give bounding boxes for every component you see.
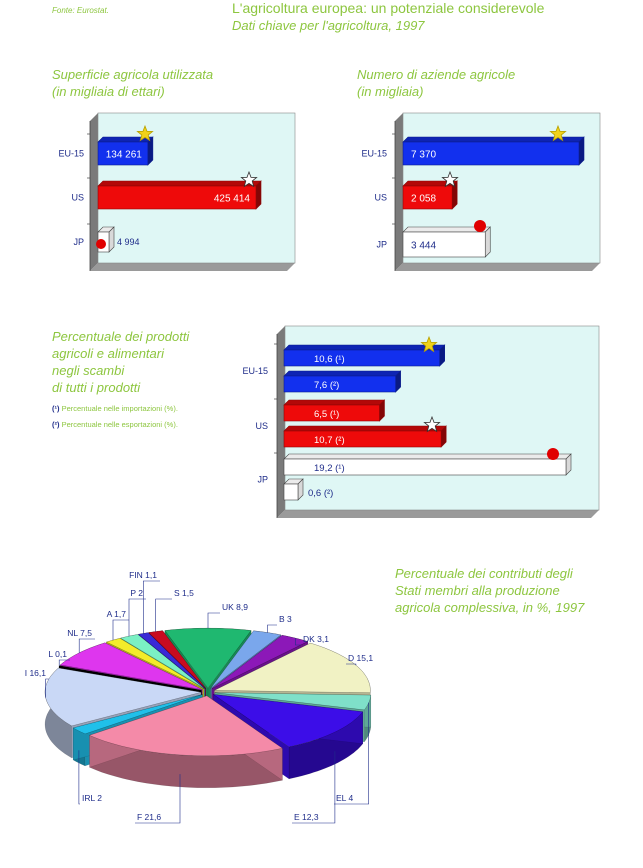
chart3-category-label: US <box>255 421 268 431</box>
chart1-value-label: 4 994 <box>117 237 140 247</box>
pie-label-uk: UK 8,9 <box>222 602 248 612</box>
chart4-title-line-2: Stati membri alla produzione <box>395 583 560 598</box>
chart1-title-line-2: (in migliaia di ettari) <box>52 84 165 99</box>
pie-label-d: D 15,1 <box>348 653 374 663</box>
chart1-bar-us-side <box>256 181 261 209</box>
chart3-value-label: 10,7 (²) <box>314 435 345 446</box>
chart3-bar-jp-exp <box>284 484 298 500</box>
chart3-title-line-3: negli scambi <box>52 363 125 378</box>
chart3-panel-floor <box>277 510 599 518</box>
footnote-exports-mark: (²) <box>52 420 60 429</box>
pie-label-el: EL 4 <box>336 793 354 803</box>
chart1-category-label: EU-15 <box>58 148 84 159</box>
chart2-value-label: 7 370 <box>411 149 437 161</box>
chart1-category-label: US <box>71 192 84 203</box>
chart2-bar-eu-15-side <box>579 137 584 165</box>
pie-leader-b <box>268 625 278 633</box>
chart3-value-label: 19,2 (¹) <box>314 463 345 474</box>
page-subtitle: Dati chiave per l'agricoltura, 1997 <box>232 18 425 33</box>
pie-label-a: A 1,7 <box>106 609 126 619</box>
chart3-title-line-4: di tutti i prodotti <box>52 380 141 395</box>
chart2-panel-floor <box>395 263 600 271</box>
pie-label-fin: FIN 1,1 <box>129 570 157 580</box>
chart3-value-label: 6,5 (¹) <box>314 409 340 420</box>
chart3-value-label: 0,6 (²) <box>308 488 334 499</box>
chart1-bar-eu-15-side <box>148 137 153 165</box>
pie-label-p: P 2 <box>130 588 143 598</box>
pie-label-f: F 21,6 <box>137 812 162 822</box>
pie-label-i: I 16,1 <box>24 668 46 678</box>
chart1-title-line-1: Superficie agricola utilizzata <box>52 67 214 82</box>
page-title: L'agricoltura europea: un potenziale considerevole <box>232 0 545 16</box>
chart1-jp-dot <box>96 239 106 249</box>
chart1-category-label: JP <box>73 237 84 247</box>
pie-label-dk: DK 3,1 <box>303 634 329 644</box>
footnote-imports-mark: (¹) <box>52 404 60 413</box>
chart3-bar-eu-15-imp-top <box>284 345 445 350</box>
chart1-bar-us-top <box>98 181 261 186</box>
chart3-bar-us-exp <box>284 431 441 447</box>
chart2-category-label: US <box>374 192 387 203</box>
chart3-bar-us-imp-top <box>284 400 384 405</box>
chart2-bar-jp-side <box>485 227 490 257</box>
chart3-title-line-1: Percentuale dei prodotti <box>52 329 190 344</box>
chart2-panel-wall <box>395 113 403 271</box>
chart3-bar-eu-15-exp <box>284 376 396 392</box>
chart3-title-line-2: agricoli e alimentari <box>52 346 164 361</box>
chart3-category-label: JP <box>257 474 268 485</box>
chart3-bar-eu-15-exp-top <box>284 371 401 376</box>
chart2-value-label: 3 444 <box>411 240 437 252</box>
pie-leader-uk <box>208 613 220 628</box>
chart3-bar-eu-15-imp <box>284 350 440 366</box>
source-note: Fonte: Eurostat. <box>52 6 109 15</box>
chart2-category-label: JP <box>376 239 387 250</box>
pie-label-s: S 1,5 <box>174 588 194 598</box>
footnote-imports-text: Percentuale nelle importazioni (%). <box>61 404 178 413</box>
pie-leader-fin <box>143 581 160 633</box>
pie-label-b: B 3 <box>279 614 292 624</box>
chart4-title-line-3: agricola complessiva, in %, 1997 <box>395 600 585 615</box>
chart4-title-line-1: Percentuale dei contributi degli <box>395 566 573 581</box>
chart2-title-line-1: Numero di aziende agricole <box>357 67 516 82</box>
chart3-value-label: 7,6 (²) <box>314 380 340 391</box>
pie-leader-s <box>156 599 172 632</box>
chart3-bar-us-exp-top <box>284 426 446 431</box>
chart1-value-label: 134 261 <box>105 149 142 161</box>
pie-label-irl: IRL 2 <box>82 793 103 803</box>
chart3-category-label: EU-15 <box>242 366 268 376</box>
chart2-jp-dot <box>474 220 486 232</box>
pie-label-l: L 0,1 <box>48 649 67 659</box>
pie-label-e: E 12,3 <box>294 812 319 822</box>
chart1-panel-floor <box>90 263 295 271</box>
chart2-title-line-2: (in migliaia) <box>357 84 424 99</box>
footnote-exports-text: Percentuale nelle esportazioni (%). <box>61 420 178 429</box>
chart3-bar-jp-imp-top <box>284 454 571 459</box>
chart1-panel-wall <box>90 113 98 271</box>
chart3-value-label: 10,6 (¹) <box>314 354 345 365</box>
pie-label-nl: NL 7,5 <box>67 628 92 638</box>
chart1-value-label: 425 414 <box>213 193 250 205</box>
chart3-jp-dot <box>547 448 559 460</box>
chart2-value-label: 2 058 <box>411 193 437 205</box>
chart2-category-label: EU-15 <box>361 148 387 159</box>
